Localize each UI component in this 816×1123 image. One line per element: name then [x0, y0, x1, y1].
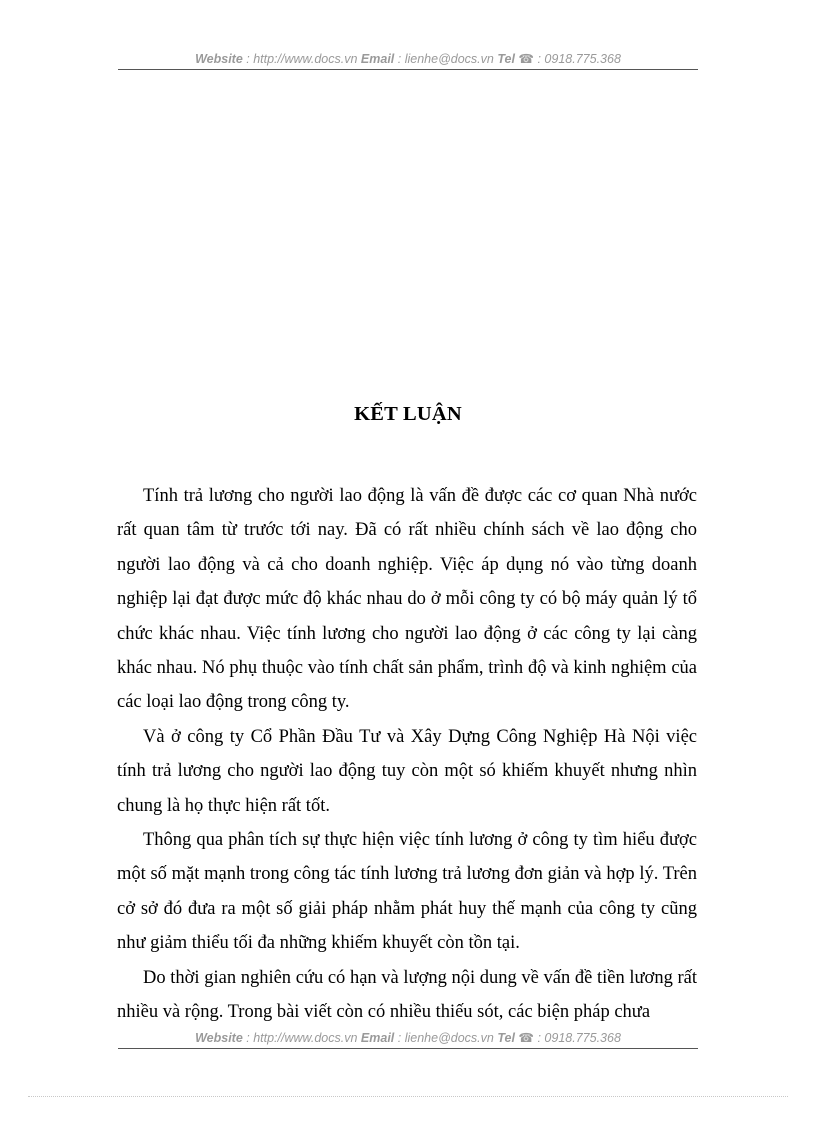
- paragraph-3: Thông qua phân tích sự thực hiện việc tính lương ở công ty tìm hiểu được một số mặt mạnh trong công tác tính lương trả lương đơn giản và hợp lý. Trên cở sở đó đưa ra một số giải pháp nhằm phát huy thế mạnh của công ty cũng như giảm thiểu tối đa những khiếm khuyết còn tồn tại.: [117, 830, 697, 954]
- footer-tel-label: Tel: [497, 1031, 515, 1045]
- header-tel-value: : 0918.775.368: [537, 52, 621, 66]
- page-bottom-edge: [28, 1096, 788, 1097]
- phone-icon: ☎: [518, 1031, 534, 1045]
- document-body: [117, 479, 697, 1030]
- page-title: KẾT LUẬN: [354, 403, 462, 425]
- header-email-label: Email: [360, 52, 395, 66]
- header-website-link[interactable]: : http://www.docs.vn: [246, 52, 358, 66]
- page-footer: [118, 1030, 698, 1045]
- header-website-label: Website: [195, 52, 243, 66]
- page-header: [118, 51, 698, 66]
- footer-email-label: Email: [360, 1031, 395, 1045]
- header-tel-label: Tel: [497, 52, 515, 66]
- paragraph-1: Tính trả lương cho người lao động là vấn đề được các cơ quan Nhà nước rất quan tâm từ trước tới nay. Đã có rất nhiều chính sách về lao động cho người lao động và cả cho doanh nghiệp. Việc áp dụng nó vào từng doanh nghiệp lại đạt được mức độ khác nhau do ở mỗi công ty có bộ máy quản lý tổ chức khác nhau. Việc tính lương cho người lao động ở các công ty lại càng khác nhau. Nó phụ thuộc vào tính chất sản phẩm, trình độ và kinh nghiệm của các loại lao động trong công ty.: [117, 486, 697, 713]
- header-email-link[interactable]: : lienhe@docs.vn: [397, 52, 494, 66]
- phone-icon: ☎: [518, 52, 534, 66]
- header-divider: [118, 69, 698, 70]
- footer-website-label: Website: [195, 1031, 243, 1045]
- paragraph-2: Và ở công ty Cổ Phần Đầu Tư và Xây Dựng Công Nghiệp Hà Nội việc tính trả lương cho người lao động tuy còn một só khiếm khuyết nhưng nhìn chung là họ thực hiện rất tốt.: [117, 726, 697, 816]
- paragraph-4: Do thời gian nghiên cứu có hạn và lượng nội dung về vấn đề tiền lương rất nhiều và rộng. Trong bài viết còn có nhiều thiếu sót, các biện pháp chưa: [117, 967, 697, 1023]
- footer-email-link[interactable]: : lienhe@docs.vn: [397, 1031, 494, 1045]
- footer-divider: [118, 1048, 698, 1049]
- footer-tel-value: : 0918.775.368: [537, 1031, 621, 1045]
- footer-website-link[interactable]: : http://www.docs.vn: [246, 1031, 358, 1045]
